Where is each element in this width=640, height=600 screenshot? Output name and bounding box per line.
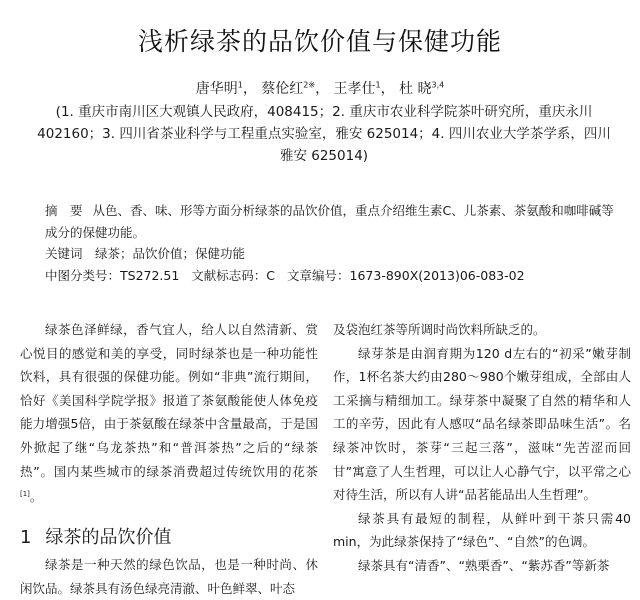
author-affil-mark: 1 xyxy=(375,80,381,90)
paragraph xyxy=(20,318,318,509)
author-affil-mark: 1 xyxy=(237,80,243,90)
article-number: 文章编号：1673-890X(2013)06-083-02 xyxy=(287,268,525,283)
paragraph: 绿芽茶是由润育期为120 d左右的“初采”嫩芽制作，1杯名茶大约由280～980个嫩芽组成，全部由人工采摘与精细加工。绿芽茶中凝聚了自然的精华和人工的辛劳，因此有人感叹“品名绿茶即品味生活”。名绿茶冲饮时，茶芽“三起三落”，滋味“先苦涩而回甘”寓意了人生哲理，可以让人心静气宁，以平常之心对待生活，所以有人讲“品茗能品出人生哲理”。 xyxy=(333,345,631,503)
author-name: 唐华明 xyxy=(195,81,238,97)
paragraph-end: 。 xyxy=(29,489,43,505)
abstract xyxy=(45,200,615,244)
abstract-label: 摘 要 xyxy=(45,203,83,218)
paper-title: 浅析绿茶的品饮价值与保健功能 xyxy=(137,27,502,56)
body-right-column xyxy=(333,318,631,578)
section-number: 1 xyxy=(20,526,32,548)
author-affil-mark: 3,4 xyxy=(431,80,445,90)
classification-line xyxy=(45,265,615,287)
abstract-text: 从色、香、味、形等方面分析绿茶的品饮价值，重点介绍维生素C、儿茶素、茶氨酸和咖啡碱等成分的保健功能。 xyxy=(45,203,614,240)
paragraph: 绿茶具有“清香”、“熟栗香”、“紫苏香”等新茶 xyxy=(358,557,610,573)
paragraph: 绿茶是一种天然的绿色饮品，也是一种时尚、休闲饮品。绿茶具有汤色绿亮清澈、叶色鲜翠、叶态 xyxy=(20,556,318,596)
keywords-text: 绿茶；品饮价值；保健功能 xyxy=(95,246,246,261)
author-name: 杜 晓 xyxy=(399,81,432,97)
document-code: 文献标志码：C xyxy=(191,268,276,283)
author-name: 蔡伦红 xyxy=(261,81,304,97)
clc-number: 中图分类号：TS272.51 xyxy=(45,268,180,283)
citation-ref: [1] xyxy=(20,490,30,499)
keywords-label: 关键词 xyxy=(45,246,83,261)
keywords xyxy=(45,243,615,265)
author-affil-mark: 2※ xyxy=(303,80,316,90)
author-name: 王孝仕 xyxy=(333,81,376,97)
author-line: 唐华明$^1$， 蔡伦红$^{2※}$， 王孝仕$^1$， 杜 晓$^{3,4}$ xyxy=(195,80,445,97)
paragraph-text: 绿茶色泽鲜绿，香气宜人，给人以自然清新、赏心悦目的感觉和美的享受，同时绿茶也是一种功能性饮料，具有很强的保健功能。例如“非典”流行期间，恰好《美国科学院学报》报道了茶氨酸能使人体免疫能力增强5倍，由于茶氨酸在绿茶中含量最高，于是国外掀起了继“乌龙茶热”和“普洱茶热”之后的“绿茶热”。国内某些城市的绿茶消费超过传统饮用的花茶 xyxy=(20,322,318,479)
paragraph: 及袋泡红茶等所调时尚饮料所缺乏的。 xyxy=(333,322,546,337)
body-left-column xyxy=(20,318,318,600)
paragraph: 绿茶具有最短的制程，从鲜叶到干茶只需40 min，为此绿茶保持了“绿色”、“自然”的色调。 xyxy=(333,510,631,550)
section-title: 绿茶的品饮价值 xyxy=(45,526,172,548)
section-heading xyxy=(20,523,318,553)
affiliations: (1. 重庆市南川区大观镇人民政府，408415；2. 重庆市农业科学院茶叶研究所，重庆永川 402160；3. 四川省茶业科学与工程重点实验室，雅安 625014；4. 四川农业大学茶学系，四川雅安 625014) xyxy=(37,104,611,164)
